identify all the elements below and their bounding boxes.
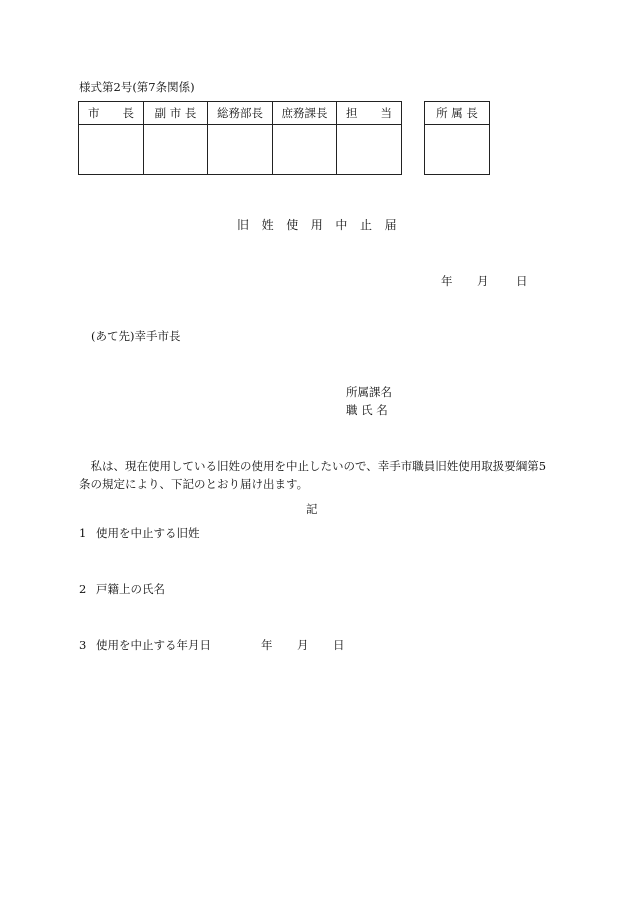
header-staff-in-charge: 担 当 xyxy=(337,102,402,125)
seal-box-mayor[interactable] xyxy=(79,125,144,175)
item-3-day: 日 xyxy=(333,638,345,652)
item-3-label: 使用を中止する年月日 xyxy=(96,638,211,652)
item-2-number: 2 xyxy=(79,582,87,596)
date-year: 年 xyxy=(441,274,453,288)
item-3-month: 月 xyxy=(297,638,309,652)
seal-box-administration-section-chief[interactable] xyxy=(273,125,337,175)
body-paragraph: 私は、現在使用している旧姓の使用を中止したいので、幸手市職員旧姓使用取扱要綱第5条の規定により、下記のとおり届け出ます。 xyxy=(79,459,547,491)
header-deputy-mayor: 副 市 長 xyxy=(144,102,208,125)
department-label: 所属課名 xyxy=(346,385,392,399)
header-department-head: 所 属 長 xyxy=(425,102,490,125)
ki-heading: 記 xyxy=(306,502,318,516)
seal-box-deputy-mayor[interactable] xyxy=(144,125,208,175)
seal-box-staff-in-charge[interactable] xyxy=(337,125,402,175)
item-1-label: 使用を中止する旧姓 xyxy=(96,526,200,540)
date-day: 日 xyxy=(516,274,528,288)
seal-box-department-head[interactable] xyxy=(425,125,490,175)
form-number: 様式第2号(第7条関係) xyxy=(79,80,195,94)
header-general-affairs-director: 総務部長 xyxy=(208,102,273,125)
document-title: 旧姓使用中止届 xyxy=(237,218,410,232)
item-1 xyxy=(79,525,200,541)
name-label: 職 氏 名 xyxy=(346,403,388,417)
item-3-number: 3 xyxy=(79,638,87,652)
item-2-label: 戸籍上の氏名 xyxy=(96,582,165,596)
addressee: (あて先)幸手市長 xyxy=(91,329,181,343)
affiliation-stamp-table xyxy=(424,101,490,175)
item-2 xyxy=(79,581,165,597)
date-line xyxy=(441,273,528,289)
item-3-year: 年 xyxy=(261,638,273,652)
item-1-number: 1 xyxy=(79,526,87,540)
item-3 xyxy=(79,637,345,653)
header-administration-section-chief: 庶務課長 xyxy=(273,102,337,125)
date-month: 月 xyxy=(477,274,489,288)
approval-stamp-table xyxy=(78,101,402,175)
seal-box-general-affairs-director[interactable] xyxy=(208,125,273,175)
header-mayor: 市 長 xyxy=(79,102,144,125)
